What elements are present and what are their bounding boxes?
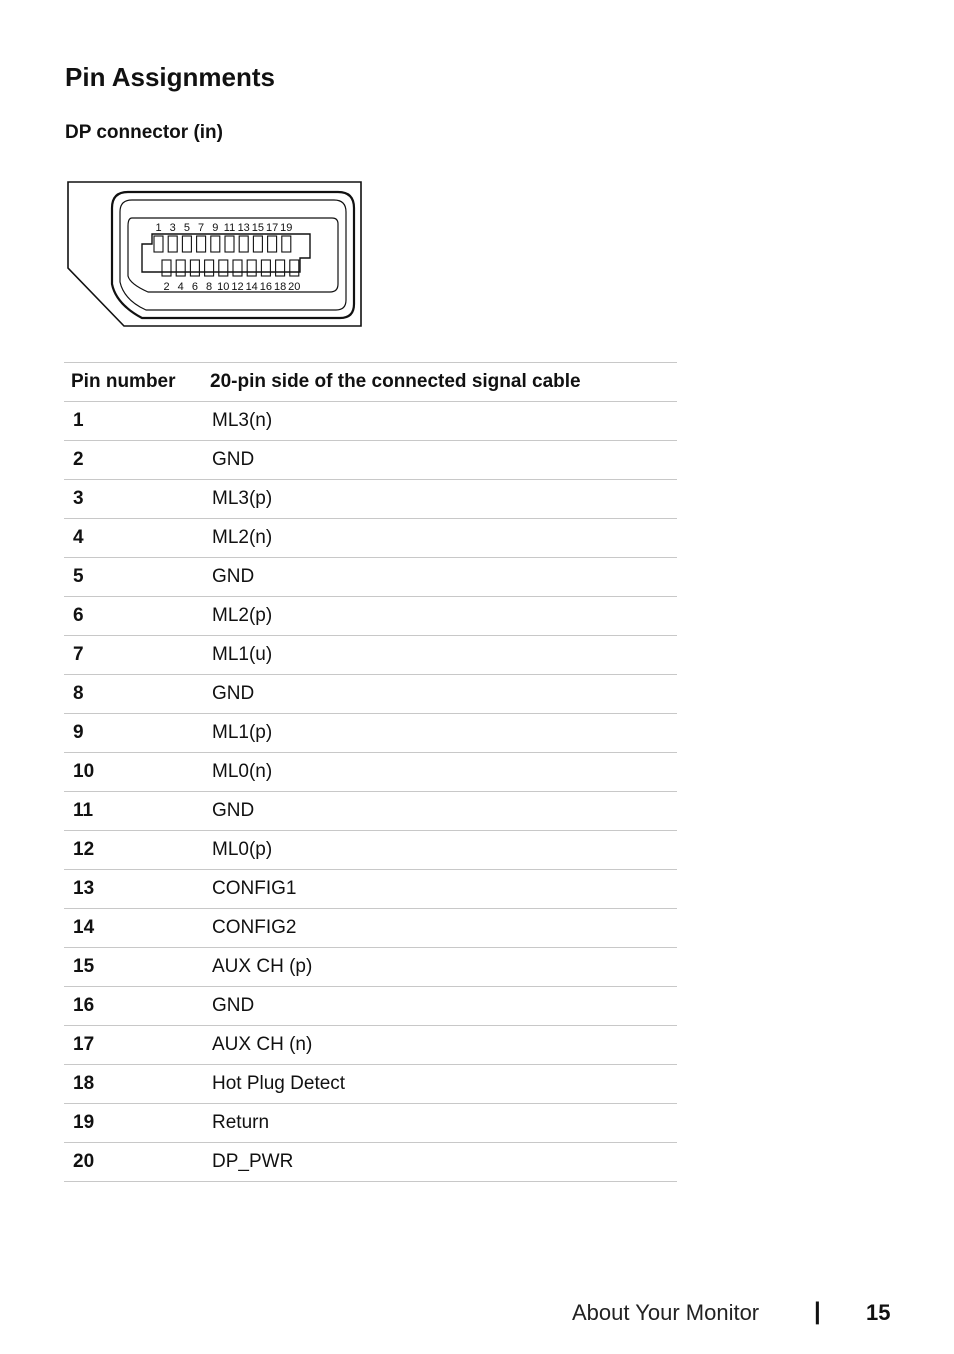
signal-cell: ML2(n) — [210, 519, 677, 558]
pin-number-cell: 3 — [64, 480, 210, 519]
signal-cell: GND — [210, 675, 677, 714]
top-pin-label: 5 — [183, 222, 190, 234]
signal-cell: CONFIG2 — [210, 909, 677, 948]
table-row — [64, 402, 677, 441]
top-pin-row — [154, 236, 291, 252]
bottom-pin-contact — [190, 260, 199, 276]
table-row — [64, 675, 677, 714]
top-pin-contact — [225, 236, 234, 252]
signal-cell: ML1(p) — [210, 714, 677, 753]
bottom-pin-label: 2 — [163, 281, 170, 293]
table-row — [64, 870, 677, 909]
pin-number-cell: 19 — [64, 1104, 210, 1143]
table-row — [64, 1065, 677, 1104]
top-pin-label: 11 — [223, 222, 236, 234]
pin-number-cell: 8 — [64, 675, 210, 714]
table-row — [64, 519, 677, 558]
bottom-pin-label: 20 — [288, 281, 301, 293]
bottom-pin-label: 4 — [177, 281, 184, 293]
bottom-pin-label: 6 — [191, 281, 198, 293]
pin-number-cell: 4 — [64, 519, 210, 558]
top-pin-contact — [168, 236, 177, 252]
table-row — [64, 792, 677, 831]
table-row — [64, 714, 677, 753]
pin-number-cell: 11 — [64, 792, 210, 831]
bottom-pin-contact — [290, 260, 299, 276]
bottom-pin-contact — [233, 260, 242, 276]
pin-number-cell: 16 — [64, 987, 210, 1026]
table-row — [64, 1026, 677, 1065]
pin-number-cell: 10 — [64, 753, 210, 792]
table-row — [64, 636, 677, 675]
pin-number-cell: 5 — [64, 558, 210, 597]
pin-number-cell: 6 — [64, 597, 210, 636]
footer-section-name: About Your Monitor — [572, 1300, 760, 1325]
signal-cell: GND — [210, 987, 677, 1026]
table-row — [64, 948, 677, 987]
bottom-pin-labels — [163, 281, 300, 293]
pin-number-cell: 9 — [64, 714, 210, 753]
table-header-row — [64, 363, 677, 402]
pin-number-cell: 20 — [64, 1143, 210, 1182]
bottom-pin-label: 18 — [273, 281, 287, 293]
bottom-pin-contact — [205, 260, 214, 276]
signal-cell: GND — [210, 792, 677, 831]
top-pin-contact — [253, 236, 262, 252]
bottom-pin-contact — [176, 260, 185, 276]
table-row — [64, 597, 677, 636]
signal-cell: AUX CH (n) — [210, 1026, 677, 1065]
table-row — [64, 1143, 677, 1182]
pin-number-cell: 2 — [64, 441, 210, 480]
bottom-pin-label: 10 — [217, 281, 230, 293]
signal-cell: ML0(p) — [210, 831, 677, 870]
signal-cell: ML1(u) — [210, 636, 677, 675]
table-row — [64, 441, 677, 480]
signal-cell: ML3(p) — [210, 480, 677, 519]
header-pin-number: Pin number — [64, 363, 210, 402]
connector-inner-wall — [120, 200, 346, 310]
signal-cell: DP_PWR — [210, 1143, 677, 1182]
bottom-pin-label: 8 — [206, 281, 213, 293]
top-pin-contact — [154, 236, 163, 252]
top-pin-contact — [268, 236, 277, 252]
pin-number-cell: 14 — [64, 909, 210, 948]
table-row — [64, 753, 677, 792]
top-pin-label: 3 — [169, 222, 176, 234]
bottom-pin-label: 16 — [259, 281, 273, 293]
bottom-pin-label: 12 — [231, 281, 244, 293]
table-row — [64, 480, 677, 519]
top-pin-labels — [155, 222, 292, 234]
footer-separator: | — [814, 1298, 821, 1325]
pin-number-cell: 13 — [64, 870, 210, 909]
top-pin-label: 19 — [280, 222, 293, 234]
bottom-pin-row — [162, 260, 299, 276]
top-pin-label: 17 — [265, 222, 279, 234]
page-title: Pin Assignments — [65, 62, 275, 92]
pin-number-cell: 18 — [64, 1065, 210, 1104]
header-signal: 20-pin side of the connected signal cable — [210, 363, 677, 402]
top-pin-label: 7 — [198, 222, 205, 234]
pin-assignment-table — [64, 362, 677, 1182]
table-row — [64, 987, 677, 1026]
signal-cell: GND — [210, 441, 677, 480]
bottom-pin-contact — [162, 260, 171, 276]
signal-cell: GND — [210, 558, 677, 597]
signal-cell: Return — [210, 1104, 677, 1143]
top-pin-contact — [197, 236, 206, 252]
bottom-pin-contact — [261, 260, 270, 276]
top-pin-label: 9 — [212, 222, 219, 234]
pin-number-cell: 7 — [64, 636, 210, 675]
top-pin-contact — [239, 236, 248, 252]
signal-cell: CONFIG1 — [210, 870, 677, 909]
table-row — [64, 909, 677, 948]
top-pin-contact — [182, 236, 191, 252]
signal-cell: Hot Plug Detect — [210, 1065, 677, 1104]
top-pin-label: 13 — [237, 222, 250, 234]
page-number: 15 — [866, 1300, 891, 1325]
pin-number-cell: 15 — [64, 948, 210, 987]
dp-connector-diagram — [66, 180, 364, 328]
table-row — [64, 558, 677, 597]
bottom-pin-contact — [276, 260, 285, 276]
signal-cell: ML2(p) — [210, 597, 677, 636]
signal-cell: AUX CH (p) — [210, 948, 677, 987]
bottom-pin-label: 14 — [245, 281, 258, 293]
bottom-pin-contact — [219, 260, 228, 276]
signal-cell: ML3(n) — [210, 402, 677, 441]
signal-cell: ML0(n) — [210, 753, 677, 792]
top-pin-contact — [282, 236, 291, 252]
pin-number-cell: 1 — [64, 402, 210, 441]
pin-number-cell: 17 — [64, 1026, 210, 1065]
pin-number-cell: 12 — [64, 831, 210, 870]
table-row — [64, 831, 677, 870]
section-subtitle: DP connector (in) — [65, 122, 223, 143]
top-pin-label: 1 — [155, 222, 162, 234]
table-row — [64, 1104, 677, 1143]
connector-bezel — [112, 192, 354, 318]
top-pin-label: 15 — [251, 222, 265, 234]
top-pin-contact — [211, 236, 220, 252]
bottom-pin-contact — [247, 260, 256, 276]
